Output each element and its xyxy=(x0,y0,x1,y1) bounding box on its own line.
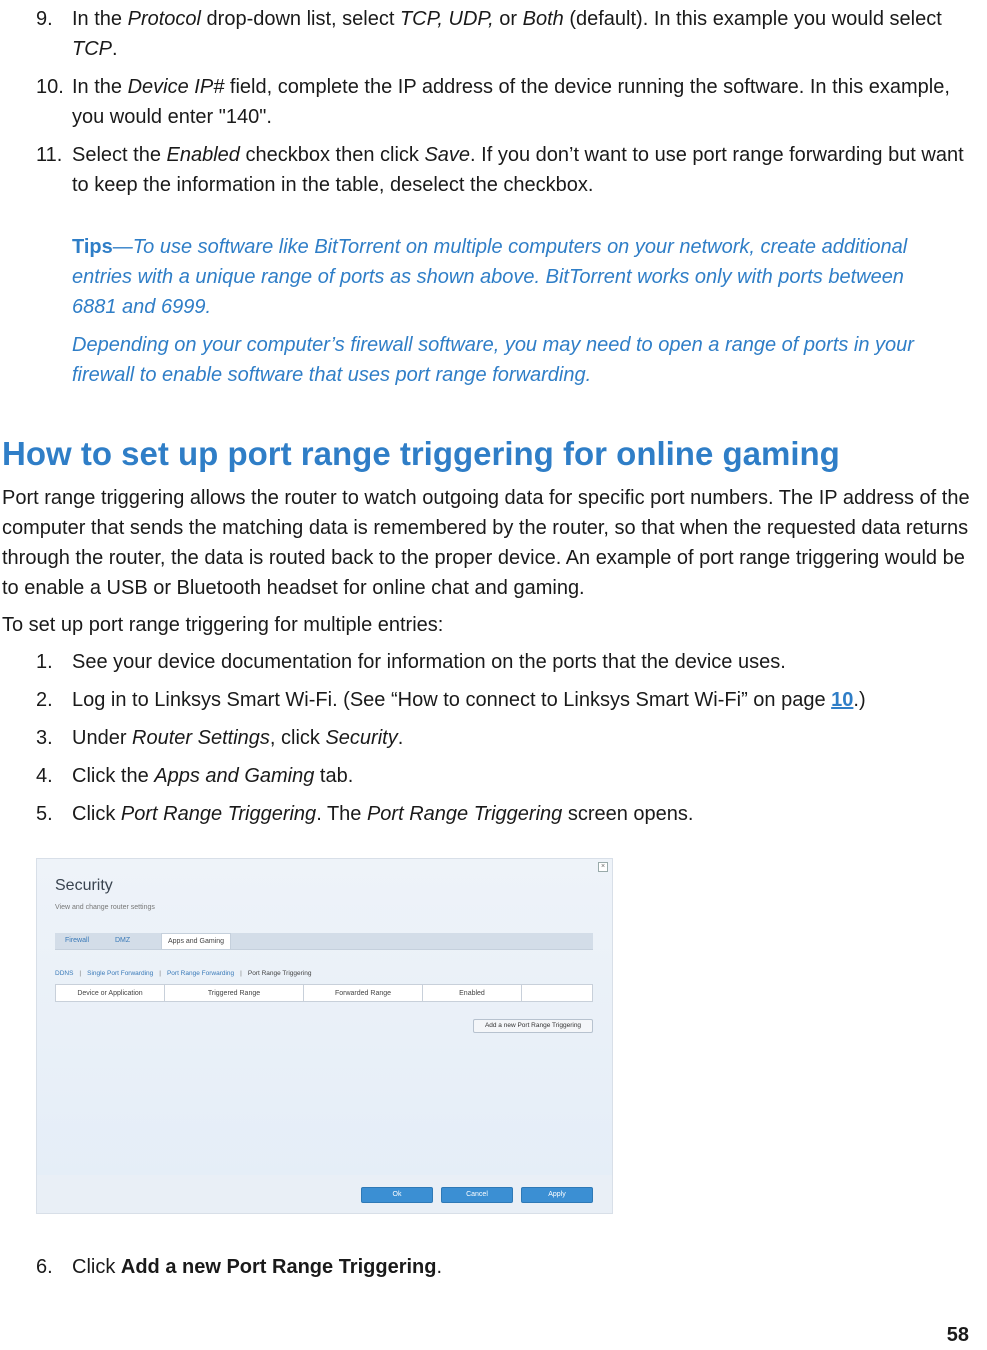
section-heading: How to set up port range triggering for online gaming xyxy=(2,435,840,472)
step-2 xyxy=(0,685,980,715)
text: Click xyxy=(72,803,121,825)
text: . If you don’t want to use port range forwarding but want to keep the information in the table, deselect the checkbox. xyxy=(72,144,964,196)
text: Under xyxy=(72,727,133,749)
subnav-port-range-forwarding[interactable]: Port Range Forwarding xyxy=(166,970,235,977)
text: Click the xyxy=(72,765,155,787)
tab-dmz[interactable]: DMZ xyxy=(115,937,131,944)
lead-paragraph: To set up port range triggering for multiple entries: xyxy=(2,614,444,636)
ui-term: Both xyxy=(522,8,564,30)
step-4 xyxy=(0,761,980,791)
text: . The xyxy=(316,803,367,825)
ui-term: TCP xyxy=(72,38,112,60)
screen-title: Security xyxy=(55,877,113,894)
step-1 xyxy=(0,647,980,677)
text: In the xyxy=(72,8,128,30)
step-number: 4. xyxy=(36,765,53,787)
text: tab. xyxy=(314,765,354,787)
table-header-row xyxy=(56,985,593,1002)
tips-dash: — xyxy=(112,236,133,258)
add-port-range-triggering-button[interactable]: Add a new Port Range Triggering xyxy=(473,1019,593,1033)
step-11 xyxy=(0,140,980,200)
steps-list-continued xyxy=(0,1252,980,1290)
text: (default). In this example you would select xyxy=(563,8,942,30)
step-5 xyxy=(0,799,980,829)
tab-apps-and-gaming[interactable]: Apps and Gaming xyxy=(161,933,231,949)
tips-paragraph-2: Depending on your computer’s firewall software, you may need to open a range of ports in your firewall to enable software that uses port range forwarding. xyxy=(72,334,914,386)
text: In the xyxy=(72,76,128,98)
step-number: 1. xyxy=(36,651,53,673)
step-number: 5. xyxy=(36,803,53,825)
text: Log in to Linksys Smart Wi-Fi. (See “How to connect to Linksys Smart Wi-Fi” on page xyxy=(72,689,832,711)
ui-term: Port Range Triggering xyxy=(120,803,317,825)
text: screen opens. xyxy=(562,803,694,825)
tips-label: Tips xyxy=(72,236,113,258)
text: Select the xyxy=(72,144,167,166)
apply-button[interactable]: Apply xyxy=(521,1187,593,1203)
ui-term: Protocol xyxy=(127,8,201,30)
column-triggered-range: Triggered Range xyxy=(165,985,304,1002)
step-3 xyxy=(0,723,980,753)
tab-bar xyxy=(55,933,593,950)
steps-continued xyxy=(0,4,980,208)
tips-text: To use software like BitTorrent on multiple computers on your network, create additional entries with a unique range of ports as shown above. BitTorrent works only with ports between 6881 and 6999. xyxy=(72,236,908,318)
text: field, complete the IP address of the device running the software. In this example, you would enter "140". xyxy=(72,76,950,128)
column-device: Device or Application xyxy=(56,985,165,1002)
close-icon[interactable]: × xyxy=(598,862,608,872)
text: , click xyxy=(269,727,326,749)
subnav xyxy=(55,969,317,978)
subnav-port-range-triggering[interactable]: Port Range Triggering xyxy=(247,970,312,977)
text: . xyxy=(397,727,404,749)
ui-term: Add a new Port Range Triggering xyxy=(120,1256,437,1278)
page-link[interactable]: 10 xyxy=(831,689,854,711)
ui-term: Security xyxy=(325,727,398,749)
tab-firewall[interactable]: Firewall xyxy=(65,937,90,944)
column-actions xyxy=(522,985,593,1002)
subnav-ddns[interactable]: DDNS xyxy=(55,970,74,977)
separator: | xyxy=(159,970,161,977)
screen-subtitle: View and change router settings xyxy=(55,904,155,911)
text: .) xyxy=(853,689,866,711)
text: checkbox then click xyxy=(239,144,425,166)
text: Click xyxy=(72,1256,121,1278)
intro-paragraph: Port range triggering allows the router to watch outgoing data for specific port numbers. The IP address of the computer that sends the matching data is remembered by the router, so that when the requested data returns through the router, the data is routed back to the proper device. An example of port range triggering would be to enable a USB or Bluetooth headset for online chat and gaming. xyxy=(2,487,970,599)
triggering-table xyxy=(55,984,593,1002)
text: drop-down list, select xyxy=(200,8,400,30)
steps-list xyxy=(0,647,980,837)
step-6 xyxy=(0,1252,980,1282)
cancel-button[interactable]: Cancel xyxy=(441,1187,513,1203)
separator: | xyxy=(79,970,82,977)
step-number: 2. xyxy=(36,689,53,711)
step-number: 3. xyxy=(36,727,53,749)
ui-term: Port Range Triggering xyxy=(366,803,563,825)
step-number: 10. xyxy=(36,76,64,98)
subnav-single-port-forwarding[interactable]: Single Port Forwarding xyxy=(87,970,154,977)
text: . xyxy=(436,1256,443,1278)
separator: | xyxy=(240,970,242,977)
text: See your device documentation for information on the ports that the device uses. xyxy=(72,651,786,673)
page-number: 58 xyxy=(946,1324,969,1346)
ui-term: Device IP# xyxy=(127,76,225,98)
step-number: 11. xyxy=(36,144,63,166)
step-number: 6. xyxy=(36,1256,53,1278)
ui-term: Save xyxy=(424,144,471,166)
step-9 xyxy=(0,4,980,64)
tips-callout xyxy=(72,232,952,398)
text: or xyxy=(493,8,523,30)
ui-term: Enabled xyxy=(166,144,240,166)
ui-term: Router Settings xyxy=(132,727,270,749)
step-10 xyxy=(0,72,980,132)
step-number: 9. xyxy=(36,8,53,30)
column-enabled: Enabled xyxy=(423,985,522,1002)
ok-button[interactable]: Ok xyxy=(361,1187,433,1203)
security-screenshot xyxy=(36,858,613,1214)
ui-term: TCP, UDP, xyxy=(399,8,494,30)
text: . xyxy=(112,38,118,60)
column-forwarded-range: Forwarded Range xyxy=(304,985,423,1002)
tips-paragraph-1 xyxy=(72,232,952,322)
ui-term: Apps and Gaming xyxy=(154,765,315,787)
dialog-footer xyxy=(37,1175,612,1213)
